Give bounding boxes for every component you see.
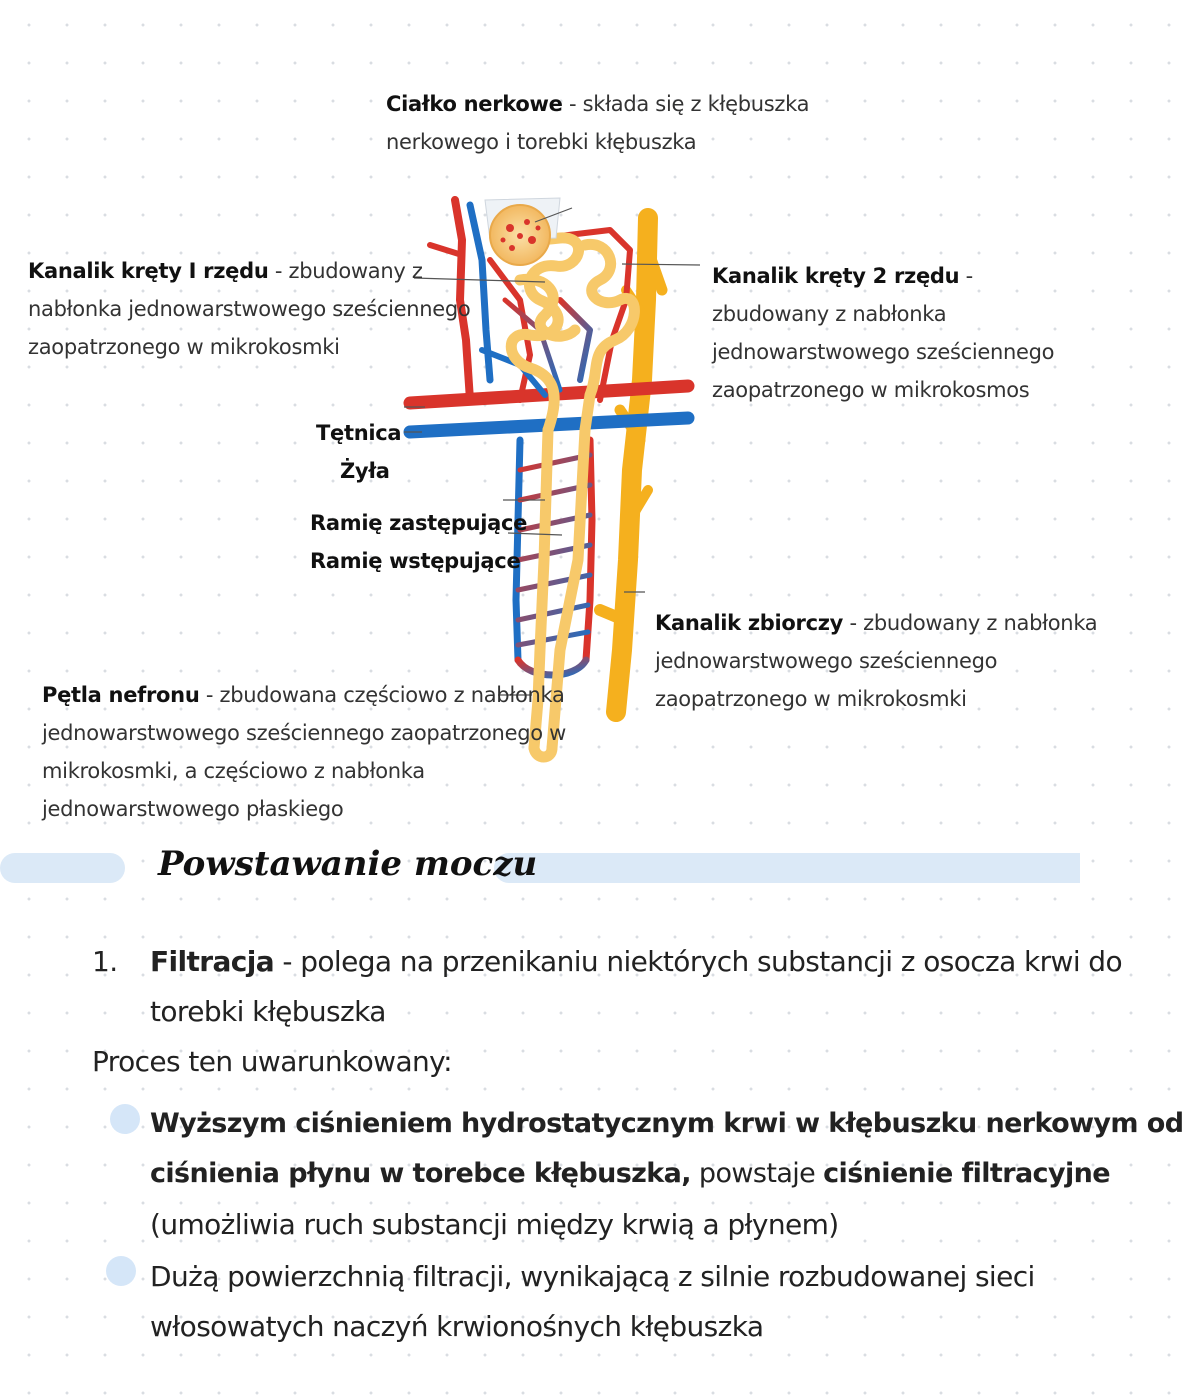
label-distal-tubule: [712, 257, 1054, 409]
label-distal-tubule-text-4: zaopatrzonego w mikrokosmos: [712, 378, 1030, 402]
bullet2-line-1: Dużą powierzchnią filtracji, wynikającą z silnie rozbudowanej sieci: [150, 1260, 1035, 1293]
section-title: Powstawanie moczu: [158, 844, 538, 884]
label-proximal-tubule-title: Kanalik kręty I rzędu: [28, 259, 269, 283]
label-renal-corpuscle-text-2: nerkowego i torebki kłębuszka: [386, 130, 697, 154]
label-nephron-loop-text-4: jednowarstwowego płaskiego: [42, 797, 344, 821]
label-proximal-tubule: [28, 252, 470, 366]
label-nephron-loop-title: Pętla nefronu: [42, 683, 200, 707]
filtration-line-1: [150, 945, 1122, 978]
process-intro: Proces ten uwarunkowany:: [92, 1045, 452, 1078]
label-renal-corpuscle-title: Ciałko nerkowe: [386, 92, 563, 116]
label-collecting-duct-text: - zbudowany z nabłonka: [849, 611, 1098, 635]
label-nephron-loop-text: - zbudowana częściowo z nabłonka: [205, 683, 565, 707]
bullet1-line-2: [150, 1158, 1110, 1189]
label-proximal-tubule-text-3: zaopatrzonego w mikrokosmki: [28, 335, 340, 359]
label-nephron-loop-text-3: mikrokosmki, a częściowo z nabłonka: [42, 759, 425, 783]
section-band-right: [494, 853, 1080, 883]
bullet1-bold-2: ciśnienia płynu w torebce kłębuszka,: [150, 1158, 691, 1189]
bullet1-line-1: [150, 1108, 1183, 1139]
label-distal-tubule-text: -: [965, 264, 973, 288]
label-ascending-limb: Ramię wstępujące: [310, 549, 521, 573]
label-distal-tubule-text-3: jednowarstwowego sześciennego: [712, 340, 1055, 364]
label-proximal-tubule-text-2: nabłonka jednowarstwowego sześciennego: [28, 297, 471, 321]
collecting-duct-shape: [600, 218, 662, 712]
filtration-text-2: torebki kłębuszka: [150, 995, 386, 1028]
bullet1-line-3: (umożliwia ruch substancji między krwią a płynem): [150, 1208, 839, 1241]
bullet2-line-2: włosowatych naczyń krwionośnych kłębuszka: [150, 1310, 764, 1343]
label-collecting-duct: [655, 604, 1097, 718]
item-number: 1.: [92, 945, 118, 978]
label-collecting-duct-text-2: jednowarstwowego sześciennego: [655, 649, 998, 673]
label-proximal-tubule-text: - zbudowany z: [274, 259, 423, 283]
label-renal-corpuscle: [386, 85, 809, 161]
label-vein: Żyła: [340, 459, 390, 483]
bullet1-bold-1: Wyższym ciśnieniem hydrostatycznym krwi w kłębuszku nerkowym od: [150, 1108, 1183, 1139]
bullet-dot-2: [106, 1256, 136, 1286]
label-distal-tubule-title: Kanalik kręty 2 rzędu: [712, 264, 960, 288]
label-nephron-loop-text-2: jednowarstwowego sześciennego zaopatrzonego w: [42, 721, 567, 745]
renal-corpuscle: [485, 198, 560, 265]
label-collecting-duct-title: Kanalik zbiorczy: [655, 611, 844, 635]
bullet1-normal: powstaje: [690, 1158, 824, 1189]
label-collecting-duct-text-3: zaopatrzonego w mikrokosmki: [655, 687, 967, 711]
filtration-title: Filtracja: [150, 945, 275, 978]
bullet1-bold-3: ciśnienie filtracyjne: [823, 1158, 1110, 1189]
label-nephron-loop: [42, 676, 566, 828]
label-descending-limb: Ramię zastępujące: [310, 511, 528, 535]
label-distal-tubule-text-2: zbudowany z nabłonka: [712, 302, 947, 326]
filtration-text-1: - polega na przenikaniu niektórych substancji z osocza krwi do: [282, 945, 1122, 978]
section-band-left: [0, 853, 125, 883]
label-renal-corpuscle-text: - składa się z kłębuszka: [568, 92, 810, 116]
bullet-dot-1: [110, 1104, 140, 1134]
label-artery: Tętnica: [316, 421, 402, 445]
